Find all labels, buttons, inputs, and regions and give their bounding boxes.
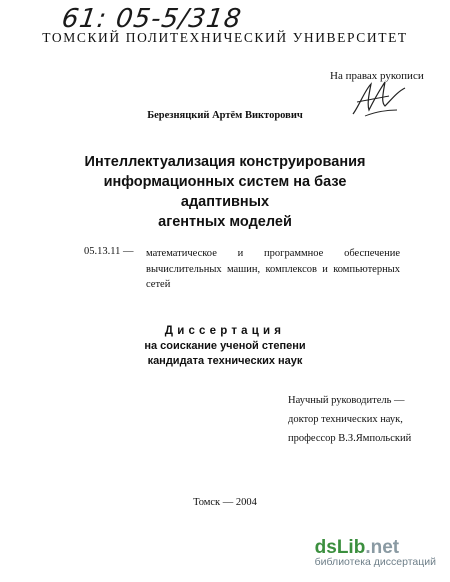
watermark-brand-tld: .net: [365, 537, 400, 558]
author-name: Березняцкий Артём Викторович: [147, 110, 303, 121]
specialty-description: [146, 246, 400, 293]
title-line: агентных моделей: [158, 214, 292, 230]
dissertation-title: [60, 152, 390, 232]
degree-line: кандидата технических наук: [147, 355, 303, 367]
supervisor-line: профессор В.З.Ямпольский: [288, 433, 412, 444]
archive-number: 61: 05-5/318: [59, 4, 244, 34]
watermark-logo: [315, 537, 436, 568]
watermark-brand-main: dsLib: [314, 537, 366, 558]
dissertation-heading: Диссертация: [164, 325, 286, 337]
dissertation-block: [0, 324, 450, 369]
specialty-line: вычислительных машин, комплексов и компьютерных: [146, 263, 400, 275]
specialty-line: сетей: [146, 279, 171, 290]
university-name: ТОМСКИЙ ПОЛИТЕХНИЧЕСКИЙ УНИВЕРСИТЕТ: [42, 30, 408, 45]
title-line: Интеллектуализация конструирования: [84, 154, 366, 170]
title-line: информационных систем на базе адаптивных: [103, 174, 347, 210]
city-year: Томск — 2004: [193, 497, 257, 508]
supervisor-line: доктор технических наук,: [288, 414, 403, 425]
specialty-line: математическое и программное обеспечение: [146, 248, 400, 259]
supervisor-line: Научный руководитель —: [288, 395, 405, 406]
degree-line: на соискание ученой степени: [144, 340, 306, 352]
rights-note: На правах рукописи: [330, 70, 424, 82]
specialty-code: 05.13.11 —: [84, 246, 134, 257]
watermark-subtitle: библиотека диссертаций: [314, 556, 436, 568]
supervisor-block: [288, 391, 411, 448]
